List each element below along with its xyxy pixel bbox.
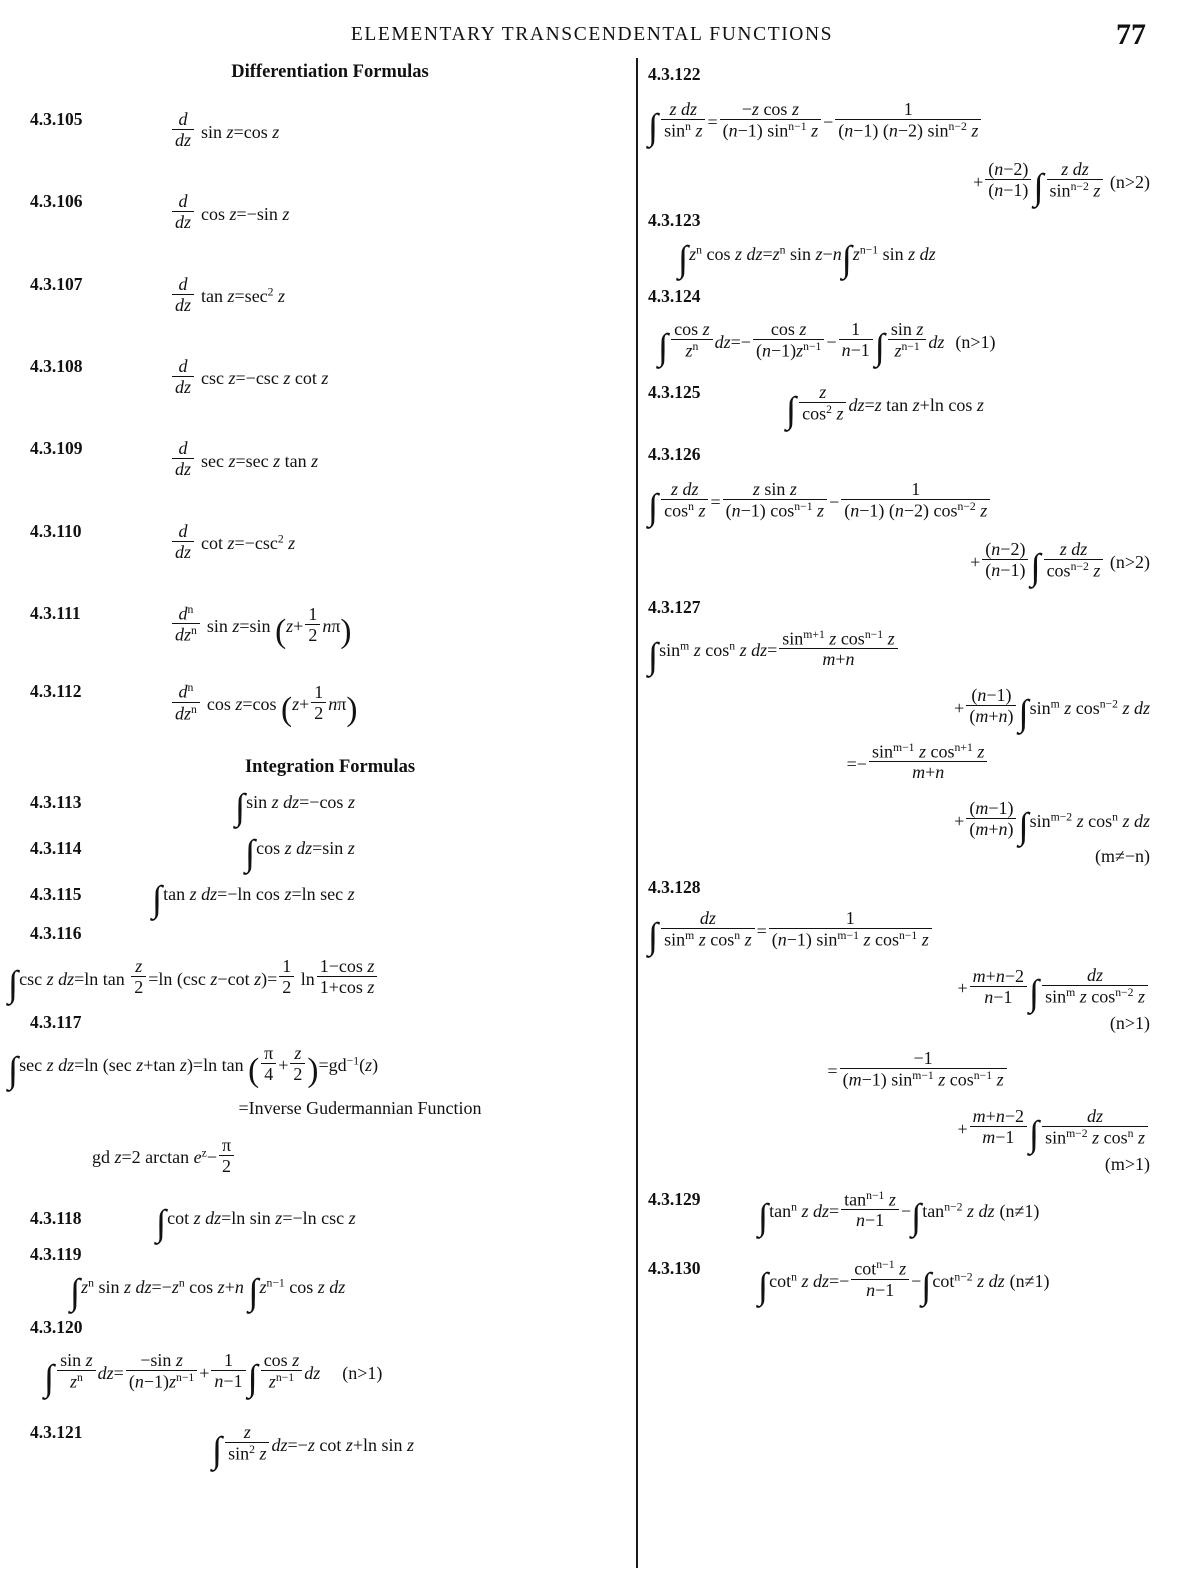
formula-row-4-3-128 (648, 877, 1158, 1175)
condition-n-gt-2: (n>2) (1109, 551, 1150, 572)
formula-content-continued: + $\frac{(n-2)}{(n-1)}$ ∫ $\frac{\text{z dz}}{\sin^{n-2} z}$ (n>2) (973, 158, 1150, 207)
formula-content: ∫cos z dz=sin z (245, 831, 355, 873)
formula-number: 4.3.112 (30, 681, 82, 702)
formula-row-4-3-126 (648, 444, 1158, 587)
formula-row-4-3-117 (8, 1011, 630, 1177)
formula-number: 4.3.120 (30, 1316, 83, 1337)
formula-content: ∫csc z dz=ln tan $\frac{z}{2}$ =ln (csc z−cot z)= $\frac{1}{2}$ ln $\frac{\text{1−cos z}}{\text{1+cos z}}$ (8, 956, 630, 997)
formula-number: 4.3.106 (30, 191, 83, 212)
formula-content: ∫ $\frac{\text{z dz}}{\cos^n z}$ = $\frac{\text{z sin z}}{(n-1) \cos^{n-1} z}$ − $\frac{1}{(n-1) (n-2) \cos^{n-2} z}$ (648, 479, 1158, 521)
formula-row-4-3-110 (30, 521, 630, 562)
formula-row-4-3-111 (30, 602, 630, 651)
formula-content: $\int\sin^m$ z $\cos^n z$ dz= $\frac{\sin^{m+1} z \cos^{n-1} z}{m+n}$ (648, 628, 1158, 670)
formula-row-4-3-130 (648, 1258, 1158, 1307)
formula-number: 4.3.109 (30, 438, 83, 459)
formula-row-4-3-122 (648, 64, 1158, 207)
section-heading-differentiation: Differentiation Formulas (231, 62, 429, 82)
formula-row-4-3-120 (30, 1316, 630, 1398)
formula-content-continued: + $\frac{(n-2)}{(n-1)}$ ∫ $\frac{\text{z dz}}{\cos^{n-2} z}$ (n>2) (970, 538, 1150, 587)
formula-row-4-3-106 (30, 191, 630, 232)
formula-content: ∫ $\frac{\text{cos z}}{z^n}$ dz=− $\frac{\text{cos z}}{(n-1)z^{n-1}}$ − $\frac{1}{n-1}$ ∫ $\frac{\text{sin z}}{z^{n-1}}$ dz (n>1) (658, 318, 996, 367)
formula-row-4-3-121 (30, 1421, 630, 1470)
formula-content: ∫ $\frac{\text{sin z}}{z^n}$ dz= $\frac{\text{−sin z}}{(n-1)z^{n-1}}$ + $\frac{1}{n-1}$ ∫ $\frac{\text{cos z}}{z^{n-1}}$ dz (n>1) (44, 1349, 383, 1398)
formula-content-continued-2: =− $\frac{\sin^{m-1} z \cos^{n+1} z}{m+n}$ (648, 741, 1158, 783)
formula-content: ∫cot z dz=ln sin z=−ln csc z (156, 1202, 356, 1244)
formula-content: $\frac{d^n}{dz^n}$ cos z=cos (z+ $\frac{1}{2}$ nπ) (170, 681, 630, 723)
formula-number: 4.3.124 (648, 285, 701, 306)
formula-content: $\int z^n$ sin z $dz=-z^n$ cos z+n $\int z^{n-1}$ cos z dz (70, 1271, 346, 1313)
condition-m-ne-neg-n: (m≠−n) (1094, 845, 1150, 866)
formula-number: 4.3.117 (30, 1011, 82, 1032)
section-heading-integration: Integration Formulas (244, 757, 416, 778)
formula-number: 4.3.113 (30, 792, 82, 813)
formula-row-4-3-118 (30, 1202, 630, 1244)
formula-number: 4.3.111 (30, 602, 81, 623)
column-divider (636, 58, 638, 1568)
formula-number: 4.3.110 (30, 520, 82, 541)
formula-row-4-3-119 (30, 1243, 630, 1313)
formula-number: 4.3.118 (30, 1208, 82, 1229)
formula-content: $\frac{d^n}{dz^n}$ sin z=sin (z+ $\frac{1}{2}$ nπ) (170, 603, 630, 645)
formula-number: 4.3.116 (30, 923, 82, 944)
formula-row-4-3-105 (30, 109, 630, 150)
left-column (8, 62, 630, 1470)
page-title: ELEMENTARY TRANSCENDENTAL FUNCTIONS (350, 24, 834, 45)
formula-row-4-3-115 (30, 877, 630, 919)
formula-row-4-3-107 (30, 274, 630, 315)
formula-content: $\frac{d}{dz}$ csc z=−csc z cot z (170, 356, 630, 397)
condition-n-gt-1: (n>1) (342, 1362, 383, 1383)
formula-content-continued-1: + $\frac{m+n-2}{n-1}$ ∫ $\frac{dz}{\sin^m z \cos^{n-2} z}$ (648, 965, 1158, 1007)
page-number: 77 (1116, 18, 1146, 51)
formula-number: 4.3.108 (30, 355, 83, 376)
formula-row-4-3-124 (648, 285, 1158, 367)
formula-number: 4.3.105 (30, 109, 83, 129)
condition-n-gt-2: (n>2) (1109, 171, 1150, 192)
formula-row-4-3-112 (30, 681, 630, 729)
formula-content-continued-3: + $\frac{m+n-2}{m-1}$ ∫ $\frac{dz}{\sin^{m-2} z \cos^n z}$ (648, 1106, 1158, 1148)
formula-content: $\frac{d}{dz}$ $\cot z=-\csc^2$ z (170, 521, 630, 562)
formula-content: $\int\tan^n$ z dz= $\frac{\tan^{n-1} z}{n-1}$ $-\int\tan^{n-2}$ z dz (n≠1) (758, 1188, 1040, 1237)
formula-content: ∫ $\frac{z}{\cos^2 z}$ dz=z tan z+ln cos z (786, 382, 984, 431)
formula-content-continued-3: + $\frac{(m-1)}{(m+n)}$ $\int\sin^{m-2}$ z $\cos^n z$ dz (954, 798, 1150, 846)
formula-row-4-3-116 (8, 923, 630, 1004)
condition-n-ne-1: (n≠1) (1009, 1271, 1050, 1292)
formula-content: ∫sec z dz=ln (sec z+tan z)=ln tan ( $\frac{\pi}{4}$ + $\frac{z}{2}$ )$=gd^{-1}(z)$ (8, 1042, 379, 1091)
formula-number: 4.3.128 (648, 876, 701, 897)
formula-number: 4.3.107 (30, 273, 83, 294)
formula-number: 4.3.126 (648, 444, 701, 465)
formula-row-4-3-113 (30, 786, 630, 828)
formula-row-4-3-114 (30, 831, 630, 873)
formula-content: $\frac{d}{dz}$ sec z=sec z tan z (170, 438, 630, 479)
formula-row-4-3-127 (648, 597, 1158, 867)
formula-note-inverse-gudermannian: =Inverse Gudermannian Function (238, 1097, 482, 1118)
page-header (0, 18, 1184, 58)
formula-content: ∫ $\frac{\text{z dz}}{\sin^n z}$ = $\frac{\text{−z cos z}}{(n-1) \sin^{n-1} z}$ − $\frac{1}{(n-1) (n-2) \sin^{n-2} z}$ (648, 99, 1158, 141)
formula-number: 4.3.114 (30, 837, 82, 858)
formula-number: 4.3.119 (30, 1243, 82, 1264)
formula-number: 4.3.121 (30, 1421, 83, 1442)
condition-n-ne-1: (n≠1) (999, 1201, 1040, 1222)
formula-row-4-3-109 (30, 438, 630, 479)
formula-content: $\frac{d}{dz}$ sin z=cos z (170, 109, 630, 150)
formula-content: ∫ $\frac{z}{\sin^2 z}$ dz=−z cot z+ln sin z (212, 1421, 415, 1470)
condition-n-gt-1: (n>1) (955, 331, 996, 352)
right-column (648, 62, 1158, 1307)
formula-content: $\int\cot^n$ z dz=− $\frac{\cot^{n-1} z}{n-1}$ $-\int\cot^{n-2}$ z dz (n≠1) (758, 1258, 1050, 1307)
formula-number: 4.3.123 (648, 210, 701, 231)
formula-content-continued-2: = $\frac{-1}{(m-1) \sin^{m-1} z \cos^{n-1} z}$ (648, 1048, 1158, 1090)
formula-row-4-3-125 (648, 382, 1158, 431)
formula-content: ∫ $\frac{dz}{\sin^m z \cos^n z}$ = $\frac{1}{(n-1) \sin^{m-1} z \cos^{n-1} z}$ (648, 908, 1158, 950)
formula-number: 4.3.127 (648, 596, 701, 617)
condition-m-gt-1: (m>1) (1104, 1153, 1150, 1174)
formula-number: 4.3.122 (648, 64, 701, 84)
formula-content: $\int z^n$ cos z $dz=z^n$ $\sin z-n\int z^{n-1}$ sin z dz (678, 237, 936, 279)
formula-row-4-3-108 (30, 356, 630, 397)
formula-content: $\frac{d}{dz}$ $\tan z=\sec^2$ z (170, 274, 630, 315)
formula-number: 4.3.129 (648, 1188, 701, 1209)
formula-row-4-3-129 (648, 1188, 1158, 1237)
formula-number: 4.3.130 (648, 1258, 701, 1279)
formula-number: 4.3.115 (30, 883, 82, 904)
formula-number: 4.3.125 (648, 382, 701, 403)
condition-n-gt-1: (n>1) (1109, 1013, 1150, 1034)
formula-content: ∫tan z dz=−ln cos z=ln sec z (152, 877, 355, 919)
formula-content: ∫sin z dz=−cos z (235, 786, 355, 828)
formula-content: $\frac{d}{dz}$ cos z=−sin z (170, 191, 630, 232)
formula-row-4-3-123 (648, 210, 1158, 279)
formula-content-continued-1: + $\frac{(n-1)}{(m+n)}$ $\int\sin^m$ z $\cos^{n-2} z$ dz (954, 685, 1150, 733)
formula-content-gd: gd z=2 $\arctan e^z-$ $\frac{\pi}{2}$ (30, 1135, 630, 1176)
